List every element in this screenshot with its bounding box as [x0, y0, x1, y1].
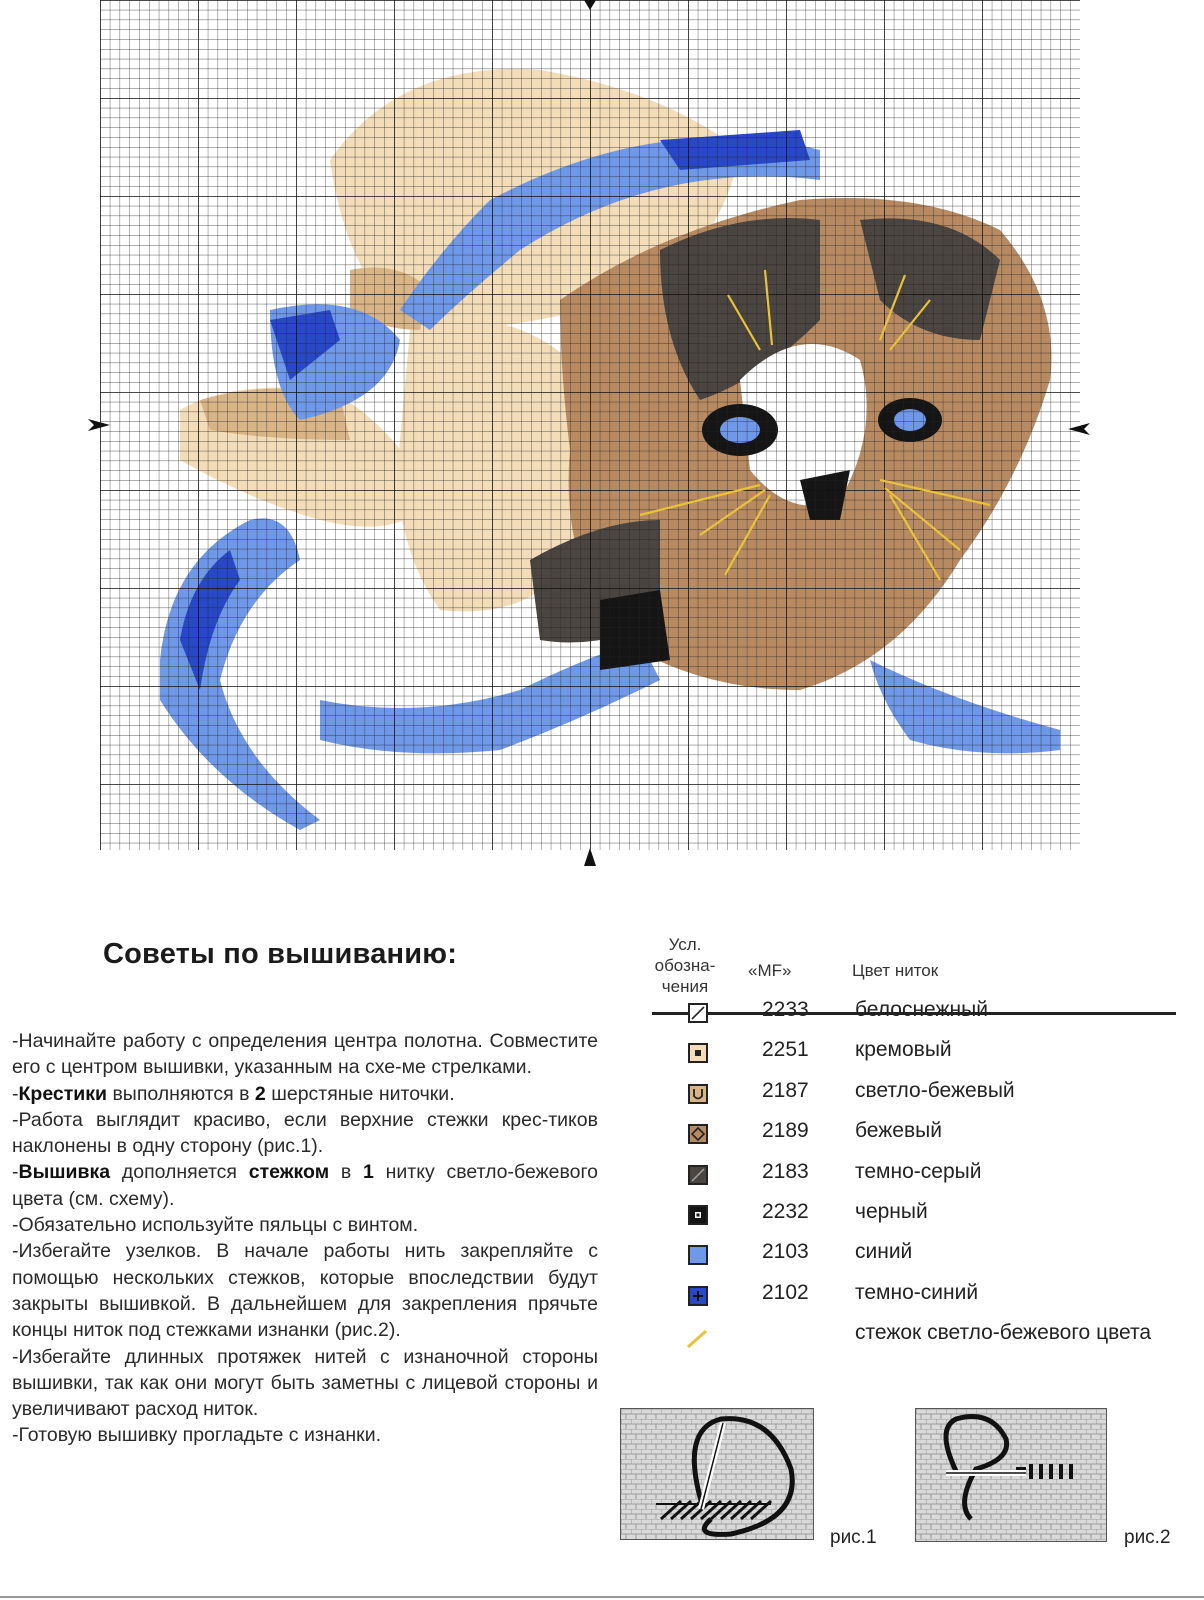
legend-color-name: светло-бежевый [855, 1079, 1015, 1102]
figure-1-stitch-diagram [620, 1408, 814, 1540]
legend-symbol-black-square-icon [688, 1205, 708, 1225]
legend-code: 2189 [762, 1119, 809, 1142]
tip-emphasis: Вышивка [18, 1161, 111, 1184]
legend-symbol-plain-icon [688, 1245, 708, 1265]
legend-symbol-yellow-stitch-icon [684, 1323, 714, 1353]
legend-header-symbol [640, 934, 730, 997]
legend-symbol-plus-icon [688, 1286, 708, 1306]
legend-row [652, 1117, 1192, 1157]
legend-code: 2187 [762, 1079, 809, 1102]
tip-item [12, 1107, 598, 1160]
legend-row [652, 1077, 1192, 1117]
tip-text: -Работа выглядит красиво, если верхние стежки крес-тиков наклонены в одну сторону (рис.1). [12, 1108, 598, 1158]
legend-code: 2103 [762, 1240, 809, 1263]
tip-text: в [329, 1161, 364, 1184]
legend-color-name: темно-синий [855, 1281, 979, 1304]
tip-text: -Избегайте длинных протяжек нитей с изнаночной стороны вышивки, так как они могут быть заметны с лицевой стороны и увеличивают расход ниток. [12, 1345, 598, 1421]
tip-text: -Избегайте узелков. В начале работы нить закрепляйте с помощью нескольких стежков, которые впоследствии будут закрыты вышивкой. В дальнейшем для закрепления прячьте концы ниток под стежками изнанки (рис.2). [12, 1240, 598, 1342]
tip-item [12, 1081, 598, 1107]
legend-code: 2183 [762, 1160, 809, 1183]
tip-text: - [12, 1161, 19, 1184]
legend-color-name: темно-серый [855, 1160, 982, 1183]
legend-row [652, 1238, 1192, 1278]
tip-text: выполняются в [107, 1082, 255, 1105]
legend-header-line3: чения [661, 977, 709, 996]
tip-item [12, 1344, 598, 1423]
legend-symbol-diagonal-slash-icon [688, 1003, 708, 1023]
legend-code: 2232 [762, 1200, 809, 1223]
tip-item [12, 1238, 598, 1343]
legend-symbol-dark-slash-icon [688, 1165, 708, 1185]
legend-row [652, 1158, 1192, 1198]
tip-text: дополняется [110, 1161, 249, 1184]
tip-item [12, 1212, 598, 1238]
tip-item [12, 1422, 598, 1448]
tips-title: Советы по вышиванию: [103, 938, 458, 970]
legend-row [652, 996, 1192, 1036]
legend-code: 2102 [762, 1281, 809, 1304]
tips-list [12, 1028, 598, 1449]
legend-color-name: бежевый [855, 1119, 942, 1142]
center-arrow-bottom [584, 848, 596, 866]
figure-1-label: рис.1 [830, 1527, 877, 1548]
legend-header-color: Цвет ниток [852, 961, 939, 980]
legend-row [652, 1198, 1192, 1238]
tip-emphasis: Крестики [18, 1082, 108, 1105]
legend-row [652, 1279, 1192, 1319]
legend-color-name: стежок светло-бежевого цвета [855, 1321, 1152, 1344]
center-arrow-left [84, 418, 110, 432]
tip-emphasis: 2 [254, 1082, 266, 1105]
tip-text: -Готовую вышивку прогладьте с изнанки. [12, 1424, 382, 1447]
page-bottom-edge [0, 1596, 1204, 1598]
legend-symbol-diamond-icon [688, 1124, 708, 1144]
legend-header-line1: Усл. [668, 935, 702, 954]
legend-symbol-u-mark-icon [688, 1084, 708, 1104]
legend-color-name: синий [855, 1240, 913, 1263]
legend-header-code: «MF» [748, 961, 792, 980]
center-arrow-right [1068, 422, 1094, 436]
legend-symbol-center-dot-icon [688, 1043, 708, 1063]
legend-row [652, 1036, 1192, 1076]
tip-emphasis: стежком [248, 1161, 330, 1184]
figure-2-label: рис.2 [1124, 1527, 1171, 1548]
tip-text: -Начинайте работу с определения центра полотна. Совместите его с центром вышивки, указанным на схе-ме стрелками. [12, 1030, 598, 1079]
cross-stitch-pattern-chart [100, 0, 1080, 868]
legend-color-name: белоснежный [855, 998, 988, 1021]
legend-color-name: черный [855, 1200, 928, 1223]
legend-code: 2251 [762, 1038, 809, 1061]
legend-header-line2: обозна- [654, 956, 716, 975]
tip-text: -Обязательно используйте пяльцы с винтом. [12, 1214, 419, 1237]
tip-item [12, 1159, 598, 1212]
figure-2-stitch-diagram [915, 1408, 1107, 1542]
tip-text: шерстяные ниточки. [265, 1082, 455, 1105]
tip-text: нитку светло-бежевого цвета (см. схему). [12, 1161, 598, 1210]
legend-color-name: кремовый [855, 1038, 952, 1061]
tip-text: - [12, 1082, 19, 1105]
legend-row [652, 1319, 1192, 1359]
legend-code: 2233 [762, 998, 809, 1021]
tip-item [12, 1028, 598, 1081]
tip-emphasis: 1 [363, 1161, 374, 1184]
